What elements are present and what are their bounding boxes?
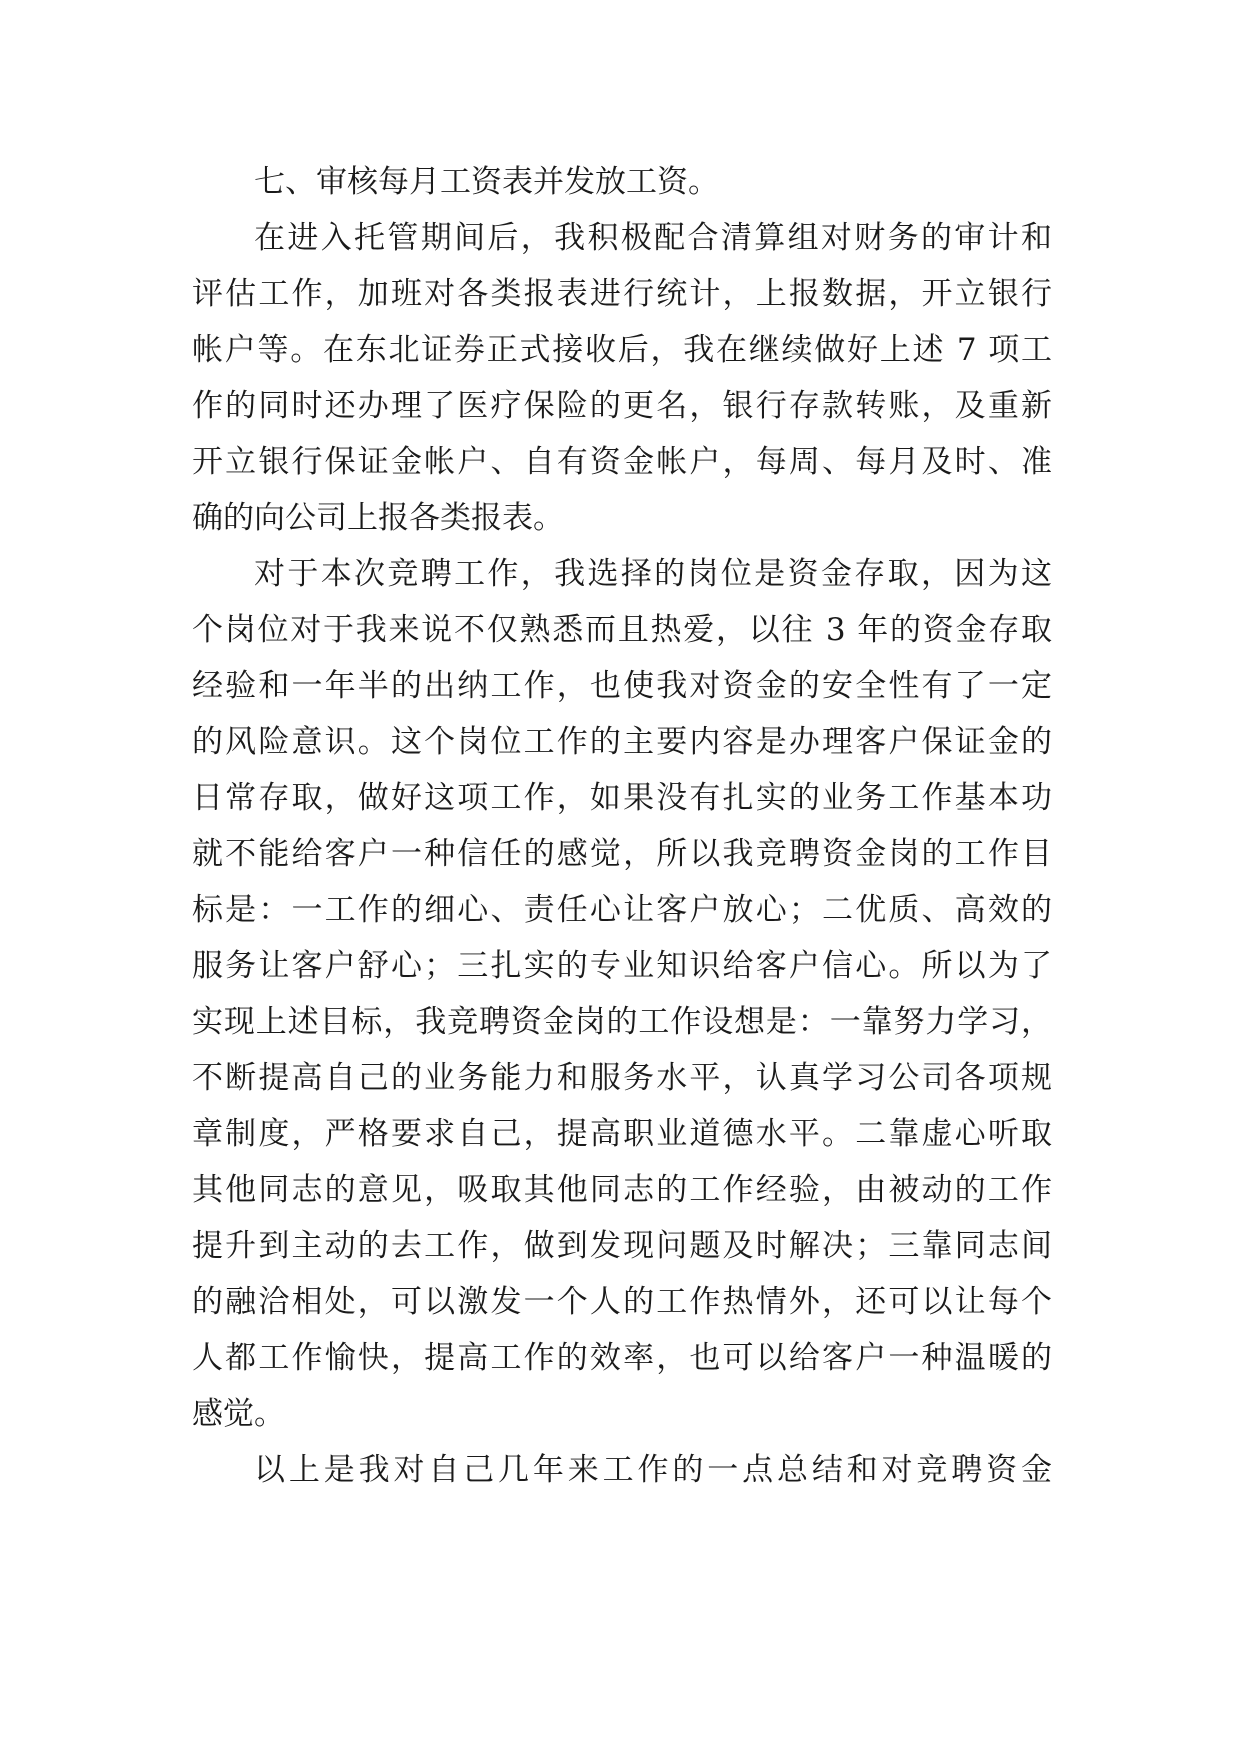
text-line: 以上是我对自己几年来工作的一点总结和对竞聘资金 — [254, 1452, 1052, 1488]
text-line: 的融洽相处，可以激发一个人的工作热情外，还可以让每个 — [192, 1284, 1052, 1320]
text-line: 经验和一年半的出纳工作，也使我对资金的安全性有了一定 — [192, 668, 1052, 704]
paragraph — [192, 1442, 1052, 1498]
text-line: 个岗位对于我来说不仅熟悉而且热爱，以往 3 年的资金存取 — [192, 612, 1052, 648]
text-line: 日常存取，做好这项工作，如果没有扎实的业务工作基本功 — [192, 780, 1052, 816]
text-line: 在进入托管期间后，我积极配合清算组对财务的审计和 — [254, 220, 1052, 256]
paragraph — [192, 154, 1052, 210]
text-line: 开立银行保证金帐户、自有资金帐户，每周、每月及时、准 — [192, 444, 1052, 480]
text-line: 作的同时还办理了医疗保险的更名，银行存款转账，及重新 — [192, 388, 1052, 424]
paragraph — [192, 546, 1052, 1442]
text-line: 服务让客户舒心；三扎实的专业知识给客户信心。所以为了 — [192, 948, 1052, 984]
text-line: 感觉。 — [192, 1396, 285, 1432]
text-line: 的风险意识。这个岗位工作的主要内容是办理客户保证金的 — [192, 724, 1052, 760]
text-line: 就不能给客户一种信任的感觉，所以我竞聘资金岗的工作目 — [192, 836, 1052, 872]
text-line: 标是：一工作的细心、责任心让客户放心；二优质、高效的 — [192, 892, 1052, 928]
text-line: 对于本次竞聘工作，我选择的岗位是资金存取，因为这 — [254, 556, 1052, 592]
text-line: 确的向公司上报各类报表。 — [192, 500, 564, 536]
text-line: 人都工作愉快，提高工作的效率，也可以给客户一种温暖的 — [192, 1340, 1052, 1376]
text-line: 实现上述目标，我竞聘资金岗的工作设想是：一靠努力学习， — [192, 1004, 1052, 1040]
text-line: 章制度，严格要求自己，提高职业道德水平。二靠虚心听取 — [192, 1116, 1052, 1152]
text-line: 其他同志的意见，吸取其他同志的工作经验，由被动的工作 — [192, 1172, 1052, 1208]
text-line: 提升到主动的去工作，做到发现问题及时解决；三靠同志间 — [192, 1228, 1052, 1264]
text-line: 评估工作，加班对各类报表进行统计，上报数据，开立银行 — [192, 276, 1052, 312]
text-line: 不断提高自己的业务能力和服务水平，认真学习公司各项规 — [192, 1060, 1052, 1096]
paragraph — [192, 210, 1052, 546]
text-line: 七、审核每月工资表并发放工资。 — [254, 164, 719, 200]
document-body — [192, 154, 1052, 1498]
text-line: 帐户等。在东北证券正式接收后，我在继续做好上述 7 项工 — [192, 332, 1052, 368]
